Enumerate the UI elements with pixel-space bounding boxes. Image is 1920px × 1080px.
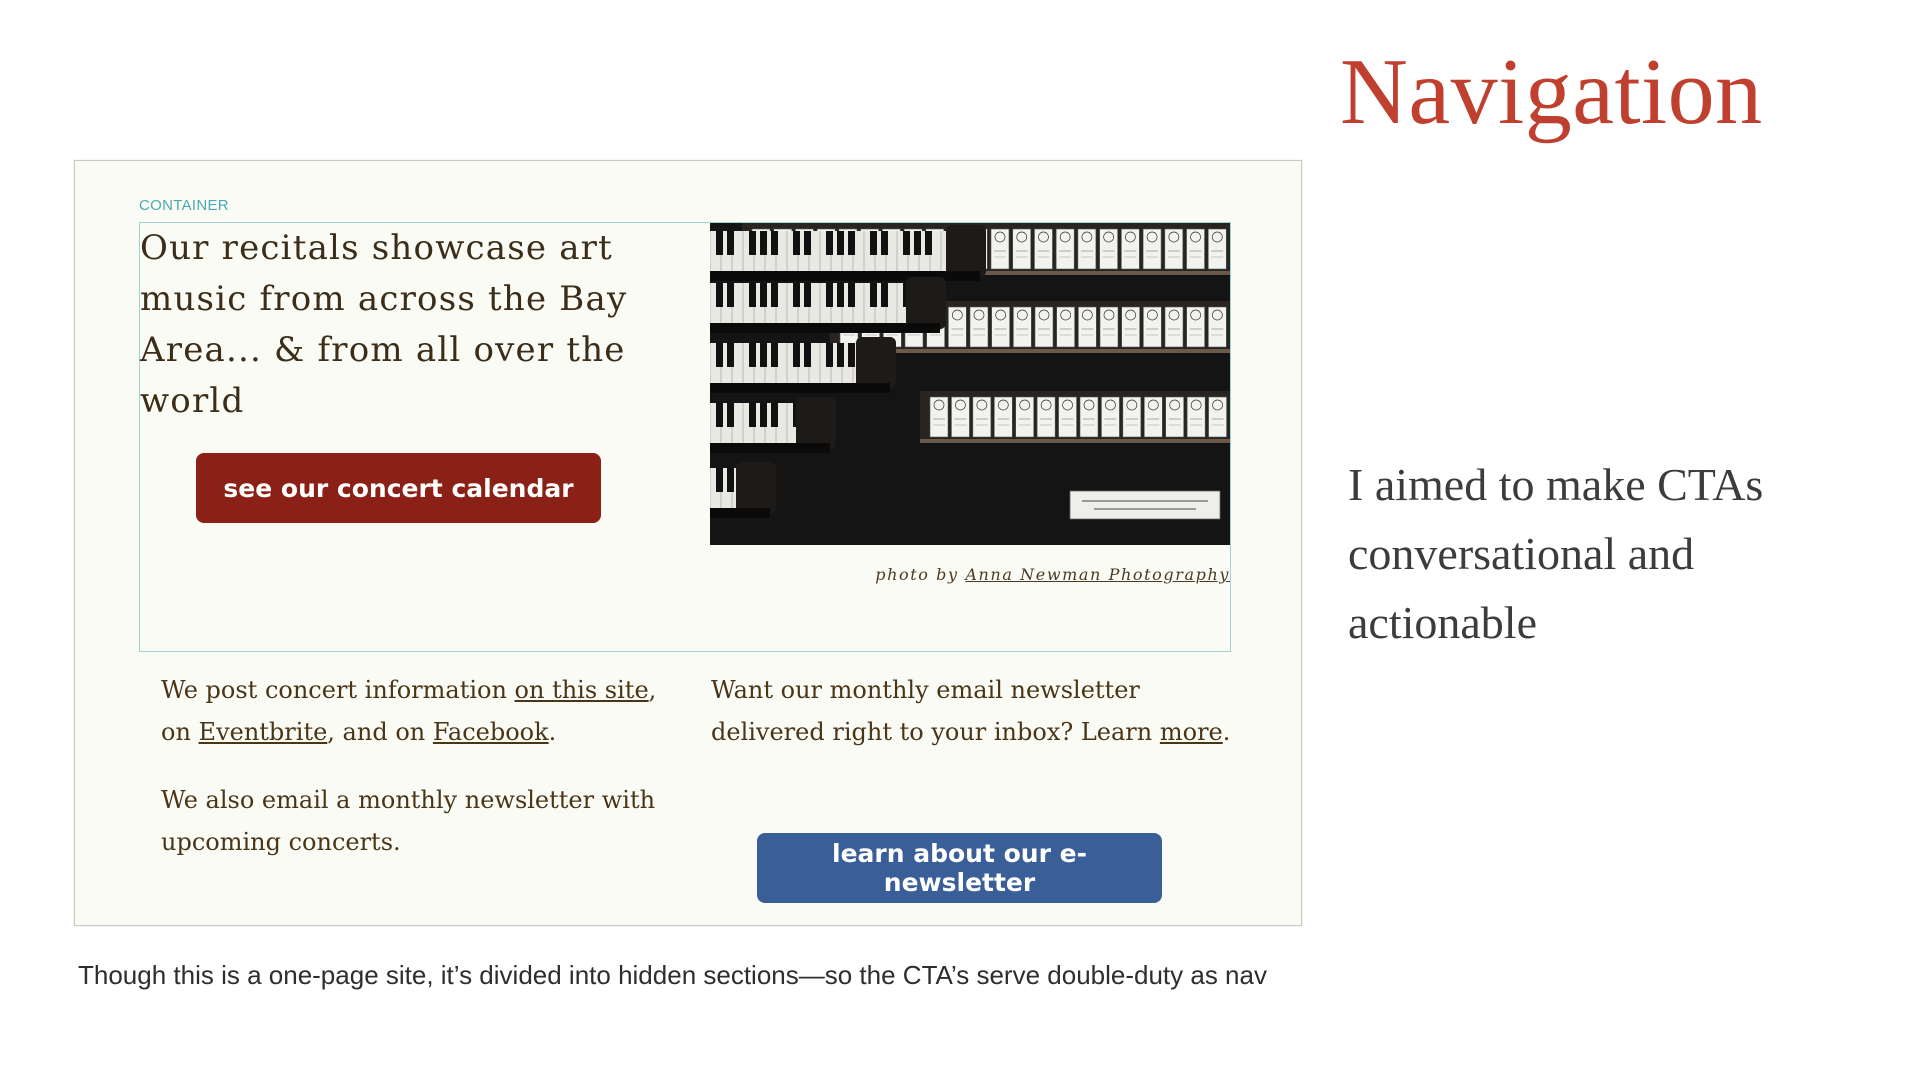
concert-info-text: . xyxy=(548,718,557,746)
eventbrite-link[interactable]: Eventbrite xyxy=(198,718,328,746)
facebook-link[interactable]: Facebook xyxy=(432,718,549,746)
slide-caption: Though this is a one-page site, it’s divided into hidden sections—so the CTA’s serve double-duty as nav xyxy=(78,960,1267,990)
organ-keyboard-illustration xyxy=(710,223,1230,545)
newsletter-prompt xyxy=(711,669,1231,753)
organ-keyboard-photo-icon xyxy=(710,223,1230,545)
hero-container xyxy=(139,222,1231,652)
newsletter-info-paragraph: We also email a monthly newsletter with upcoming concerts. xyxy=(161,786,656,856)
photographer-link[interactable]: Anna Newman Photography xyxy=(965,565,1230,584)
photo-credit xyxy=(875,565,1230,584)
photo-credit-prefix: photo by xyxy=(875,565,966,584)
concert-info-paragraph xyxy=(161,669,681,753)
side-note: I aimed to make CTAs conversational and actionable xyxy=(1348,459,1764,648)
concert-info-text: , on xyxy=(161,676,657,746)
newsletter-prompt-text: . xyxy=(1222,718,1231,746)
hero-heading: Our recitals showcase art music from across the Bay Area... & from all over the world xyxy=(140,228,628,421)
newsletter-prompt-text: Want our monthly email newsletter delivered right to your inbox? Learn xyxy=(711,676,1160,746)
concert-info-text: We post concert information xyxy=(161,676,515,704)
slide-title: Navigation xyxy=(1340,40,1763,144)
concert-calendar-button[interactable]: see our concert calendar xyxy=(196,453,601,523)
concert-info-column xyxy=(161,669,681,863)
newsletter-column xyxy=(711,669,1231,753)
container-label: CONTAINER xyxy=(139,197,229,214)
e-newsletter-button[interactable]: learn about our e-newsletter xyxy=(757,833,1162,903)
website-mockup xyxy=(74,160,1302,926)
learn-more-link[interactable]: more xyxy=(1159,718,1223,746)
this-site-link[interactable]: on this site xyxy=(514,676,649,704)
concert-info-text: , and on xyxy=(327,718,433,746)
